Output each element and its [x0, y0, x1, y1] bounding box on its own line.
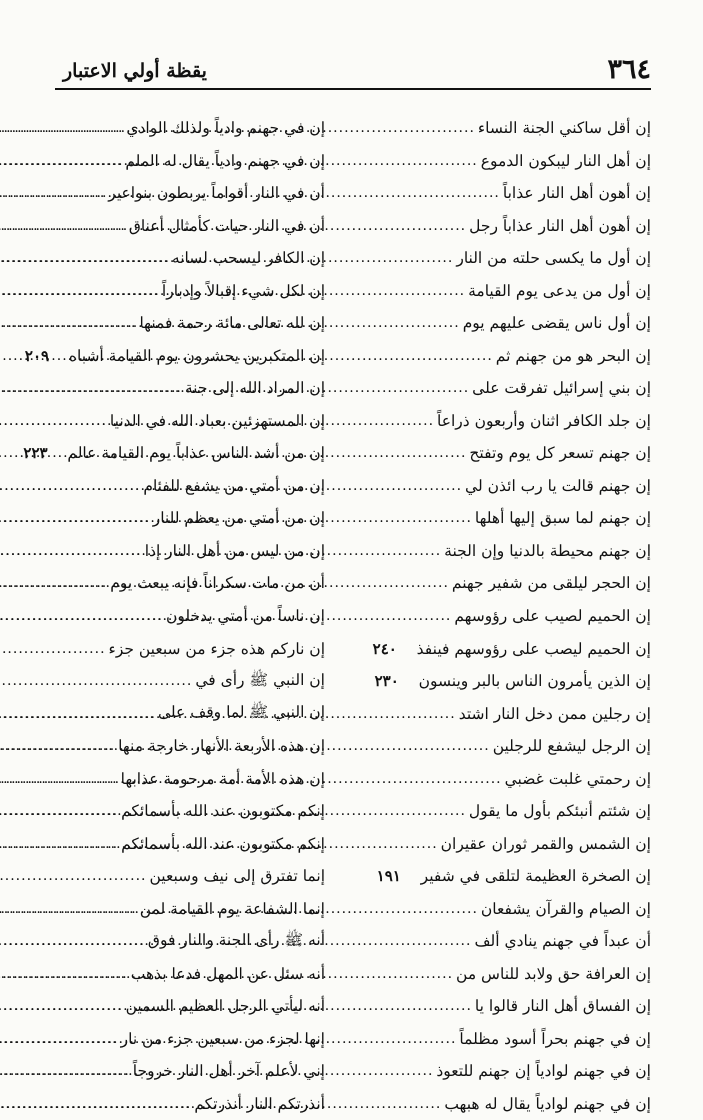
entry-text: إن أهون أهل النار عذاباً رجل — [469, 216, 651, 235]
entry-text: أنذرتكم النار أنذرتكم — [194, 1094, 325, 1113]
index-entry — [381, 925, 651, 958]
entry-text: أن في النار حيات كأمثال أعناق — [128, 216, 325, 235]
index-entry — [381, 990, 651, 1023]
entry-text: إنها لجزء من سبعين جزء من نار — [120, 1029, 325, 1048]
leader-dots — [0, 283, 159, 299]
entry-text: إن جلد الكافر اثنان وأربعون ذراعاً — [437, 411, 651, 430]
index-entry — [55, 957, 325, 990]
entry-text: إن في جهنم وادياً يقال له الملم — [125, 151, 325, 170]
leader-dots — [0, 836, 118, 852]
entry-text: إنما تفترق إلى نيف وسبعين — [149, 867, 325, 886]
index-entry — [55, 860, 325, 893]
index-entry — [55, 892, 325, 925]
entry-text: إن ناركم هذه جزء من سبعين جزء — [108, 639, 325, 658]
index-entry — [55, 405, 325, 438]
entry-text: إن لله تعالى مائة رحمة فمنها — [139, 314, 325, 333]
header-rule — [55, 88, 651, 90]
index-entry — [381, 1087, 651, 1120]
index-entry — [55, 470, 325, 503]
index-entry — [381, 242, 651, 275]
entry-text: إن أول من يدعى يوم القيامة — [468, 281, 651, 300]
index-entry — [381, 697, 651, 730]
index-entry — [381, 827, 651, 860]
index-entry — [55, 665, 325, 698]
running-title: يقظة أولي الاعتبار — [63, 60, 207, 82]
leader-dots — [0, 706, 155, 722]
entry-text: إنكم مكتوبون عند الله بأسمائكم — [121, 802, 325, 821]
leader-dots — [0, 803, 118, 819]
entry-page-number: ٢٤٠ — [372, 639, 397, 658]
leader-dots — [0, 868, 146, 884]
index-entry — [381, 177, 651, 210]
leader-dots — [0, 1096, 191, 1112]
index-entry — [372, 632, 651, 665]
leader-dots — [0, 120, 123, 136]
index-entry — [381, 730, 651, 763]
entry-text: إن أول ناس يقضى عليهم يوم — [462, 314, 651, 333]
index-entry — [55, 1087, 325, 1120]
index-entry — [381, 470, 651, 503]
entry-text: إن الصيام والقرآن يشفعان — [480, 899, 651, 918]
entry-text: إن أهل النار ليبكون الدموع — [480, 151, 651, 170]
entry-text: إن جهنم محيطة بالدنيا وإن الجنة — [444, 541, 651, 560]
entry-text: إنكم مكتوبون عند الله بأسمائكم — [121, 834, 325, 853]
page-header — [55, 52, 651, 86]
entry-text: إن جهنم لما سبق إليها أهلها — [474, 509, 651, 528]
entry-text: إن النبي ﷺ لما وقف على — [158, 703, 325, 722]
entry-text: إن بني إسرائيل تفرقت على — [472, 379, 651, 398]
entry-text: إن أقل ساكني الجنة النساء — [477, 119, 651, 138]
index-entry — [55, 1022, 325, 1055]
leader-dots — [0, 250, 169, 266]
index-entry — [55, 795, 325, 828]
index-entry — [55, 502, 325, 535]
entry-text: إن المراد الله إلى جنة — [184, 379, 325, 398]
index-entry — [55, 1055, 325, 1088]
index-entry — [55, 567, 325, 600]
leader-dots — [0, 185, 105, 201]
index-entry — [381, 372, 651, 405]
index-entry — [55, 112, 325, 145]
page-number: ٣٦٤ — [607, 54, 651, 85]
entry-text: إن أهون أهل النار عذاباً — [502, 184, 651, 203]
index-entry — [381, 145, 651, 178]
leader-dots — [0, 673, 192, 689]
leader-dots — [0, 153, 122, 169]
entry-text: إن من أمتي من يشفع للفئام — [143, 476, 325, 495]
index-entry — [381, 892, 651, 925]
index-entry — [55, 372, 325, 405]
index-entry — [55, 925, 325, 958]
index-entry — [381, 535, 651, 568]
leader-dots — [0, 966, 128, 982]
index-column-left — [23, 112, 325, 1120]
leader-dots — [0, 1063, 130, 1079]
entry-text: إن جهنم تسعر كل يوم وتفتح — [469, 444, 651, 463]
entry-text: إن رجلين ممن دخل النار اشتد — [458, 704, 651, 723]
entry-text: إن المتكبرين يحشرون يوم القيامة أشباه — [68, 346, 325, 365]
index-entry — [55, 632, 325, 665]
index-entry — [381, 210, 651, 243]
entry-text: إن لكل شيء إقبالاً وإدباراً — [161, 281, 325, 300]
entry-text: إن الصخرة العظيمة لتلقى في شفير — [420, 867, 651, 886]
index-entry — [376, 860, 651, 893]
leader-dots — [0, 608, 163, 624]
index-entry — [55, 827, 325, 860]
entry-text: إن رحمتي غلبت غضبي — [504, 769, 651, 788]
leader-dots — [0, 738, 115, 754]
index-entry — [381, 340, 651, 373]
entry-text: إن في جهنم لوادياً يقال له هبهب — [444, 1094, 651, 1113]
index-entry — [381, 437, 651, 470]
index-entry — [381, 1055, 651, 1088]
index-entry — [381, 567, 651, 600]
leader-dots — [0, 478, 140, 494]
entry-text: إن هذه الأمة أمة مرحومة عذابها — [120, 769, 325, 788]
entry-text: إن الشمس والقمر ثوران عقيران — [440, 834, 651, 853]
entry-text: أن عبداً في جهنم ينادي ألف — [474, 932, 651, 951]
index-entry — [381, 795, 651, 828]
index-column-right — [372, 112, 651, 1120]
entry-page-number: ٢٢٣ — [23, 444, 48, 463]
entry-text: أن من مات سكراناً فإنه يبعث يوم — [110, 574, 325, 593]
index-entry — [55, 600, 325, 633]
leader-dots — [0, 1031, 118, 1047]
leader-dots — [0, 510, 150, 526]
index-entry — [381, 275, 651, 308]
entry-text: إن هذه الأربعة الأنهار خارجة منها — [118, 737, 325, 756]
entry-text: أنه ليأتي الرجل العظيم السمين — [125, 997, 325, 1016]
index-columns — [23, 112, 651, 1120]
index-entry — [55, 990, 325, 1023]
entry-text: إني لأعلم آخر أهل النار خروجاً — [132, 1062, 325, 1081]
entry-text: إن من أمتي من يعظم للنار — [152, 509, 325, 528]
index-entry — [381, 1022, 651, 1055]
entry-text: إن شئتم أنبئكم بأول ما يقول — [468, 802, 651, 821]
index-entry — [24, 340, 325, 373]
index-entry — [55, 145, 325, 178]
leader-dots — [0, 933, 145, 949]
index-entry — [55, 177, 325, 210]
entry-text: إن الحجر ليلقى من شفير جهنم — [451, 574, 651, 593]
index-entry — [381, 762, 651, 795]
leader-dots — [0, 413, 107, 429]
index-entry — [55, 730, 325, 763]
index-entry — [381, 600, 651, 633]
leader-dots — [0, 575, 107, 591]
entry-text: إن المستهزئين بعباد الله في الدنيا — [109, 411, 325, 430]
leader-dots — [0, 218, 126, 234]
entry-text: أن في النار أقواماً يربطون بنواعير — [108, 184, 325, 203]
entry-text: إن في جهنم وادياً ولذلك الوادي — [126, 119, 325, 138]
index-entry — [381, 405, 651, 438]
index-entry — [55, 242, 325, 275]
entry-page-number: ١٩١ — [376, 867, 401, 886]
index-entry — [381, 502, 651, 535]
entry-text: إن الفساق أهل النار قالوا يا — [474, 997, 651, 1016]
index-entry — [23, 437, 325, 470]
entry-text: إن في جهنم بحراً أسود مظلماً — [459, 1029, 651, 1048]
entry-text: إن ناساً من أمتي يدخلون — [165, 606, 325, 625]
entry-text: إن الكافر ليسحب لسانه — [171, 249, 325, 268]
entry-text: إن أول ما يكسى حلته من النار — [456, 249, 651, 268]
entry-text: أنه ﷺ رأى الجنة والنار فوق — [147, 930, 325, 949]
index-entry — [381, 112, 651, 145]
leader-dots — [0, 543, 142, 559]
leader-dots — [0, 901, 137, 917]
leader-dots — [0, 380, 182, 396]
index-entry — [374, 665, 651, 698]
entry-page-number: ٢٠٩ — [24, 346, 50, 365]
entry-text: إن النبي ﷺ رأى في — [195, 670, 325, 689]
index-entry — [381, 957, 651, 990]
index-entry — [55, 535, 325, 568]
entry-text: إن من أشد الناس عذاباً يوم القيامة عالم — [67, 444, 325, 463]
index-entry — [55, 275, 325, 308]
entry-text: أنه سئل عن المهل فدعا بذهب — [130, 964, 325, 983]
entry-page-number: ٢٣٠ — [374, 672, 399, 691]
entry-text: إن الذين يأمرون الناس بالبر وينسون — [418, 672, 651, 691]
index-entry — [55, 210, 325, 243]
leader-dots — [0, 641, 106, 657]
entry-text: إن الحميم لصيب على رؤوسهم — [454, 606, 651, 625]
entry-text: إن العرافة حق ولابد للناس من — [456, 964, 651, 983]
leader-dots — [0, 998, 123, 1014]
index-entry — [55, 307, 325, 340]
entry-text: إن البحر هو من جهنم ثم — [495, 346, 651, 365]
entry-text: إن الحميم ليصب على رؤوسهم فينفذ — [416, 639, 651, 658]
leader-dots — [0, 315, 136, 331]
index-entry — [55, 762, 325, 795]
entry-text: إن في جهنم لوادياً إن جهنم للتعوذ — [436, 1062, 651, 1081]
entry-text: إن الرجل ليشفع للرجلين — [492, 737, 651, 756]
entry-text: إن من ليس من أهل النار إذا — [144, 541, 325, 560]
index-entry — [55, 697, 325, 730]
entry-text: إن جهنم قالت يا رب ائذن لي — [465, 476, 651, 495]
index-entry — [381, 307, 651, 340]
leader-dots — [0, 771, 118, 787]
entry-text: إنما الشفاعة يوم القيامة لمن — [139, 899, 325, 918]
